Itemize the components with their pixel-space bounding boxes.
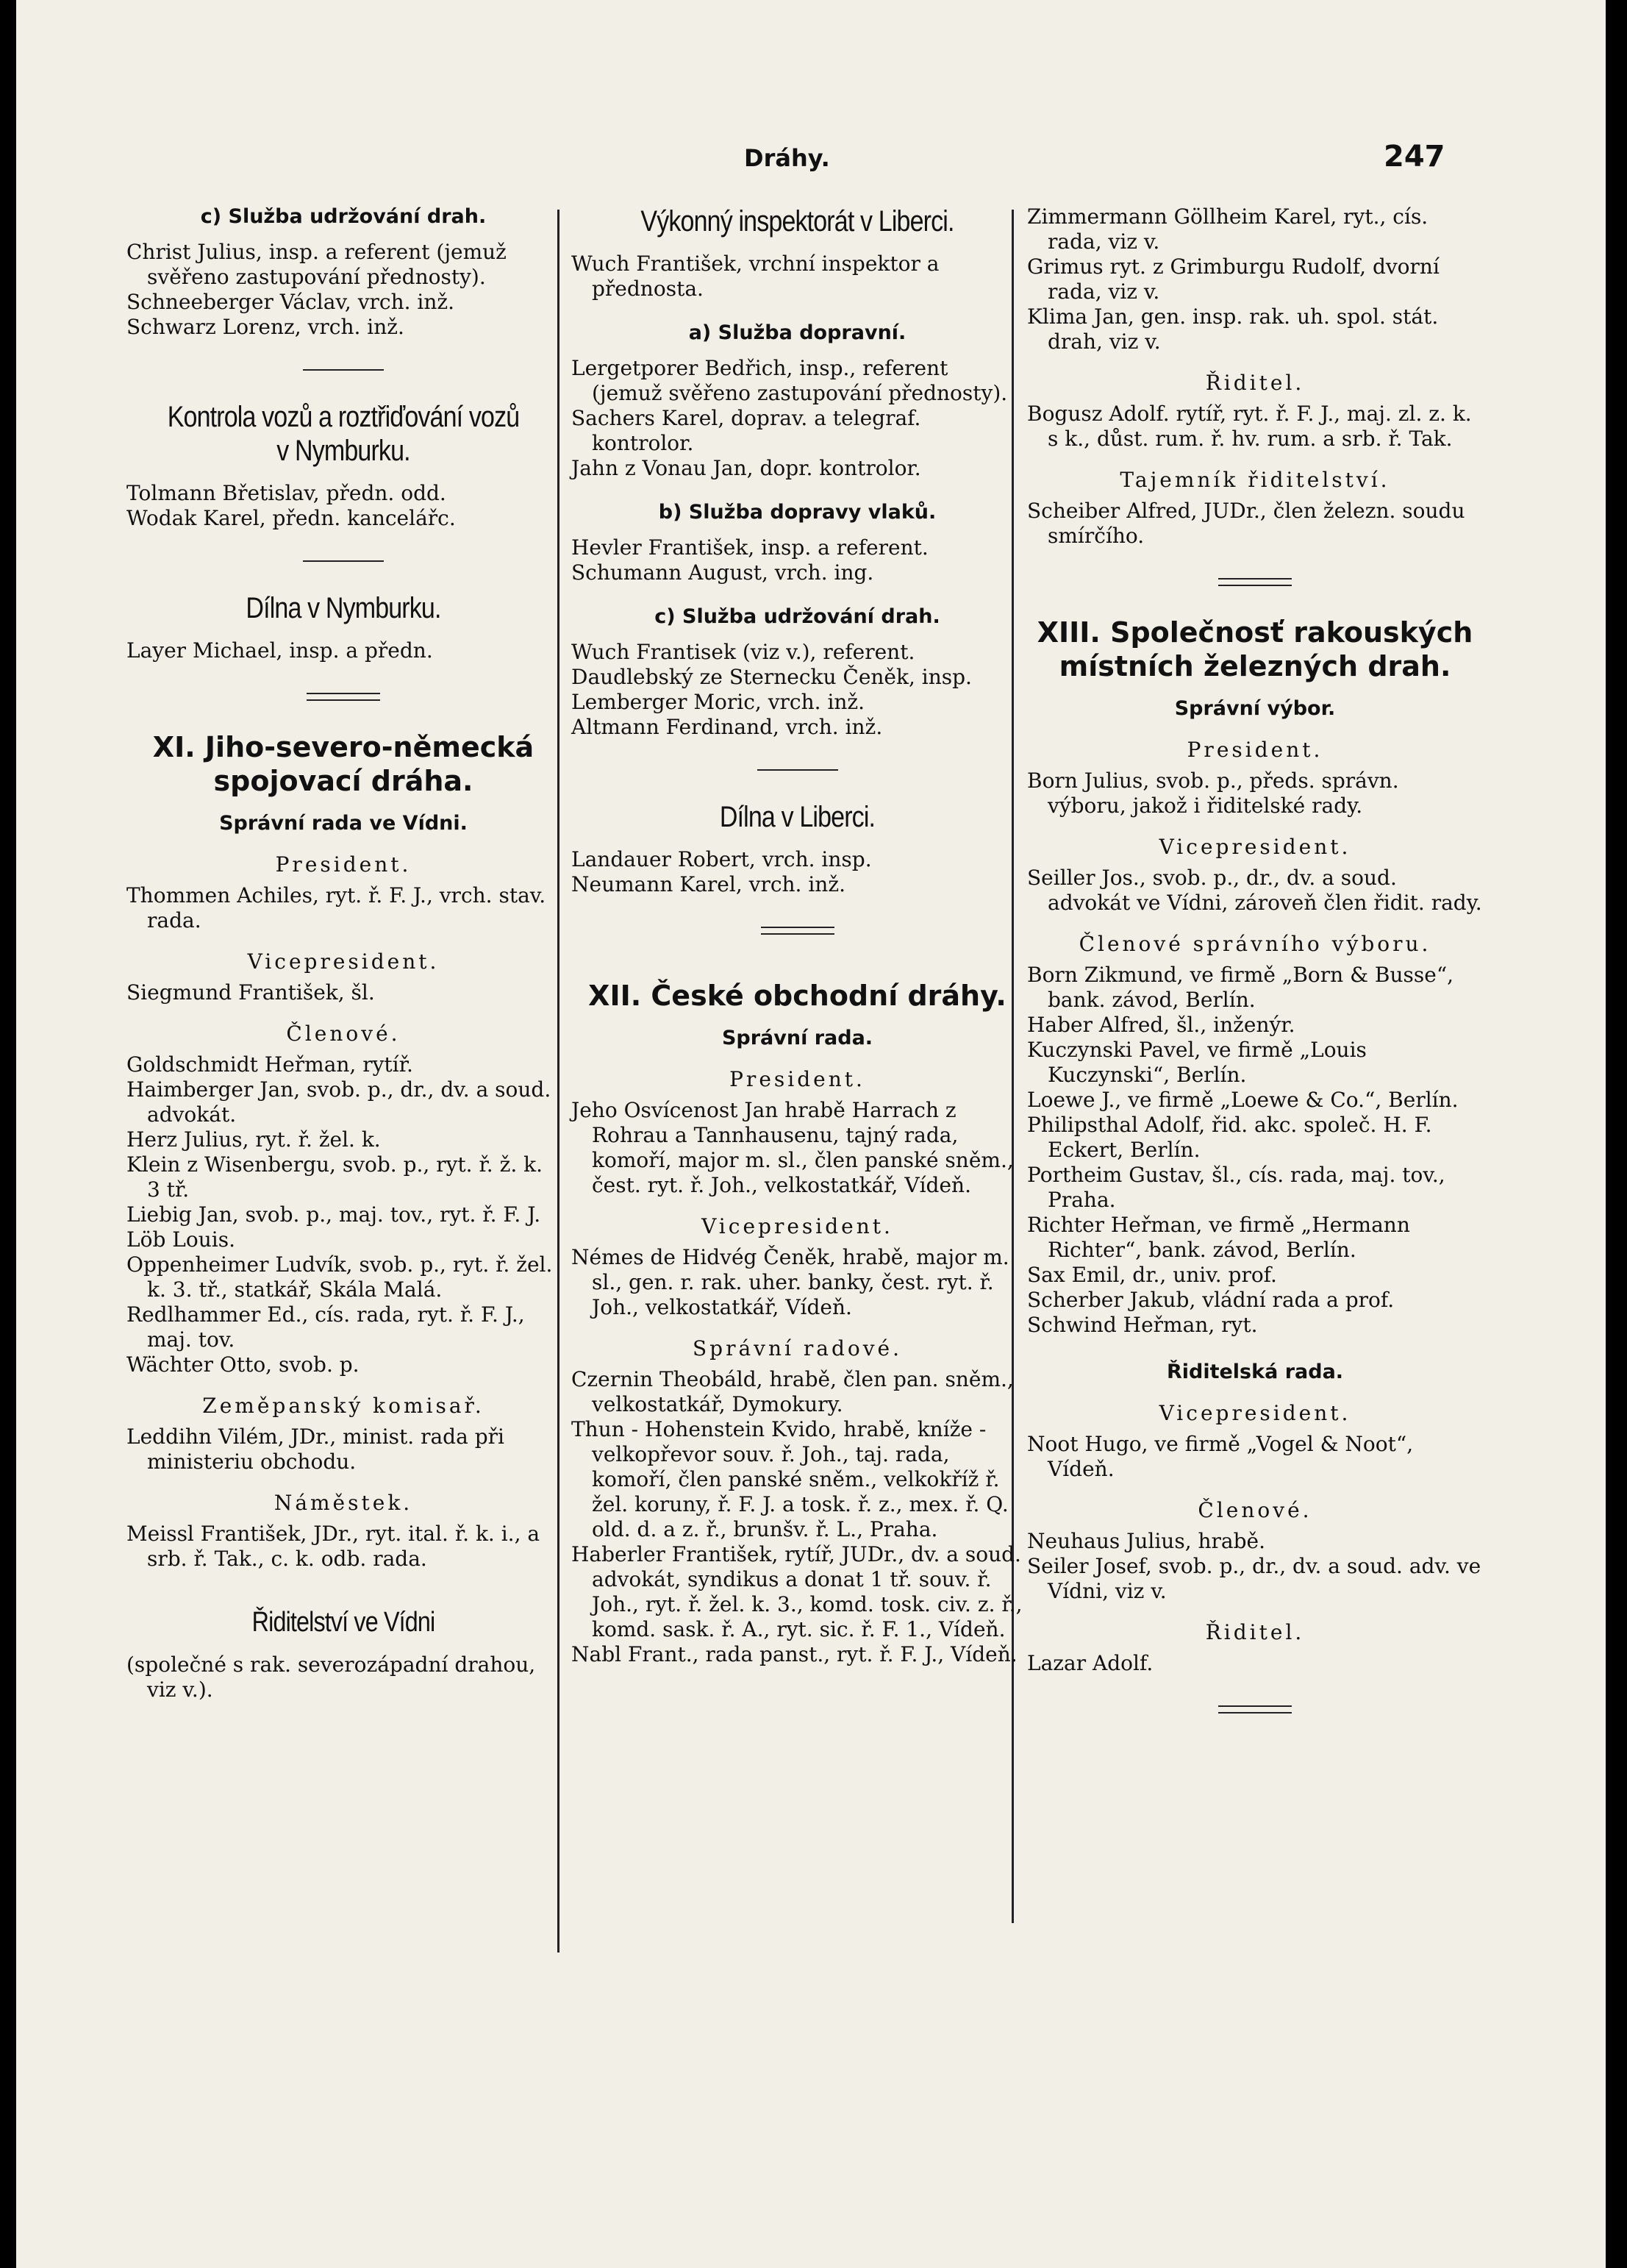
directory-entry: Zimmermann Göllheim Karel, ryt., cís. rada, viz v. <box>1027 204 1428 254</box>
directory-entry: Kuczynski Pavel, ve firmě „Louis Kuczynski“, Berlín. <box>1027 1038 1367 1087</box>
entry-list <box>126 1522 560 1572</box>
directory-entry: Noot Hugo, ve firmě „Vogel & Noot“, Vídeň. <box>1027 1432 1414 1481</box>
entry-list <box>126 883 560 933</box>
directory-entry: Richter Heřman, ve firmě „Hermann Richter“, bank. závod, Berlín. <box>1027 1213 1410 1262</box>
role-heading: Tajemník řiditelství. <box>1120 468 1390 492</box>
directory-entry: Oppenheimer Ludvík, svob. p., ryt. ř. žel. k. 3. tř., statkář, Skála Malá. <box>126 1252 553 1302</box>
entry-list <box>571 252 1023 302</box>
directory-entry: Sax Emil, dr., univ. prof. <box>1027 1263 1277 1287</box>
directory-entry: Meissl František, JDr., ryt. ital. ř. k. i., a srb. ř. Tak., c. k. odb. rada. <box>126 1522 540 1571</box>
directory-entry: Jahn z Vonau Jan, dopr. kontrolor. <box>571 456 921 480</box>
directory-entry: Neumann Karel, vrch. inž. <box>571 872 845 896</box>
subsection-heading: c) Služba udržování drah. <box>654 605 940 628</box>
section-title: Výkonný inspektorát v Liberci. <box>640 205 954 238</box>
chapter-title: XIII. Společnosť rakouských místních železných drah. <box>1037 616 1473 682</box>
entry-list <box>126 1424 560 1474</box>
directory-entry: Klein z Wisenbergu, svob. p., ryt. ř. ž. k. 3 tř. <box>126 1152 543 1202</box>
directory-entry: Lazar Adolf. <box>1027 1651 1154 1675</box>
directory-entry: (společné s rak. severozápadní drahou, viz v.). <box>126 1652 536 1702</box>
entry-list <box>126 481 560 531</box>
directory-entry: Seiller Jos., svob. p., dr., dv. a soud. advokát ve Vídni, zároveň člen řidit. rady. <box>1027 866 1482 915</box>
role-heading: Řiditel. <box>1205 1620 1305 1644</box>
directory-entry: Haimberger Jan, svob. p., dr., dv. a soud. advokát. <box>126 1077 551 1127</box>
entry-list <box>1027 866 1483 916</box>
subsection-heading: c) Služba udržování drah. <box>200 205 487 228</box>
directory-entry: Bogusz Adolf. rytíř, ryt. ř. F. J., maj. zl. z. k. s k., důst. rum. ř. hv. rum. a srb. ř. Tak. <box>1027 402 1472 451</box>
entry-list <box>1027 1529 1483 1604</box>
directory-entry: Wuch Frantisek (viz v.), referent. <box>571 640 915 664</box>
entry-list <box>1027 499 1483 549</box>
double-separator-rule <box>761 927 834 935</box>
directory-entry: Némes de Hidvég Čeněk, hrabě, major m. sl., gen. r. rak. uher. banky, čest. ryt. ř. Joh., velkostatkář, Vídeň. <box>571 1245 1009 1319</box>
chapter-title: XII. České obchodní dráhy. <box>588 980 1006 1012</box>
directory-entry: Grimus ryt. z Grimburgu Rudolf, dvorní rada, viz v. <box>1027 254 1440 304</box>
directory-entry: Redlhammer Ed., cís. rada, ryt. ř. F. J., maj. tov. <box>126 1302 525 1352</box>
directory-entry: Neuhaus Julius, hrabě. <box>1027 1529 1266 1553</box>
subsection-heading: Správní rada ve Vídni. <box>219 812 468 835</box>
section-title: Řiditelství ve Vídni <box>251 1607 435 1638</box>
subsection-heading: Správní rada. <box>721 1027 873 1049</box>
entry-list <box>1027 963 1483 1338</box>
section-title: Kontrola vozů a roztřiďování vozů v Nymburku. <box>167 401 520 467</box>
directory-entry: Schwind Heřman, ryt. <box>1027 1313 1258 1337</box>
directory-entry: Thommen Achiles, ryt. ř. F. J., vrch. stav. rada. <box>126 883 546 932</box>
directory-entry: Siegmund František, šl. <box>126 980 375 1005</box>
directory-entry: Wuch František, vrchní inspektor a přednosta. <box>571 252 940 301</box>
double-separator-rule <box>1218 578 1292 586</box>
page-number: 247 <box>1384 140 1445 174</box>
role-heading: President. <box>729 1067 865 1091</box>
directory-entry: Loewe J., ve firmě „Loewe & Co.“, Berlín. <box>1027 1088 1459 1112</box>
entry-list <box>571 1367 1023 1667</box>
entry-list <box>1027 402 1483 452</box>
section-title: Dílna v Liberci. <box>719 801 876 833</box>
directory-entry: Schumann August, vrch. ing. <box>571 560 874 585</box>
running-header-title: Dráhy. <box>744 144 830 172</box>
directory-entry: Herz Julius, ryt. ř. žel. k. <box>126 1127 381 1152</box>
directory-entry: Layer Michael, insp. a předn. <box>126 638 433 663</box>
directory-entry: Daudlebský ze Sternecku Čeněk, insp. <box>571 665 972 689</box>
subsection-heading: Řiditelská rada. <box>1166 1361 1344 1383</box>
directory-entry: Sachers Karel, doprav. a telegraf. kontrolor. <box>571 406 921 455</box>
role-heading: President. <box>275 852 412 877</box>
directory-entry: Leddihn Vilém, JDr., minist. rada při ministeriu obchodu. <box>126 1424 504 1474</box>
role-heading: Vicepresident. <box>1159 835 1351 859</box>
role-heading: Zeměpanský komisař. <box>202 1394 484 1418</box>
double-separator-rule <box>307 693 380 701</box>
directory-entry: Landauer Robert, vrch. insp. <box>571 847 872 871</box>
directory-entry: Thun - Hohenstein Kvido, hrabě, kníže - velkopřevor souv. ř. Joh., taj. rada, komoří, člen panské sněm., velkokříž ř. žel. koruny, ř. F. J. a tosk. ř. z., mex. ř. Q. old. d. a z. ř., brunšv. ř. L., Praha. <box>571 1417 1009 1541</box>
role-heading: President. <box>1187 738 1323 762</box>
directory-entry: Christ Julius, insp. a referent (jemuž svěřeno zastupování přednosty). <box>126 240 507 289</box>
directory-entry: Tolmann Břetislav, předn. odd. <box>126 481 446 505</box>
entry-list <box>126 240 560 340</box>
entry-list <box>571 640 1023 740</box>
separator-rule <box>757 769 838 771</box>
role-heading: Vicepresident. <box>701 1214 893 1238</box>
subsection-heading: b) Služba dopravy vlaků. <box>658 501 937 524</box>
directory-entry: Scherber Jakub, vládní rada a prof. <box>1027 1288 1395 1312</box>
directory-entry: Löb Louis. <box>126 1227 235 1252</box>
page <box>16 0 1606 2268</box>
directory-entry: Altmann Ferdinand, vrch. inž. <box>571 715 883 739</box>
entry-list <box>126 1052 560 1377</box>
directory-entry: Lemberger Moric, vrch. inž. <box>571 690 865 714</box>
entry-list <box>1027 1651 1483 1676</box>
directory-entry: Goldschmidt Heřman, rytíř. <box>126 1052 413 1077</box>
role-heading: Správní radové. <box>692 1336 903 1361</box>
role-heading: Členové. <box>286 1021 401 1046</box>
double-separator-rule <box>1218 1705 1292 1714</box>
entry-list <box>1027 204 1483 354</box>
directory-entry: Scheiber Alfred, JUDr., člen železn. soudu smírčího. <box>1027 499 1465 548</box>
directory-entry: Jeho Osvícenost Jan hrabě Harrach z Rohrau a Tannhausenu, tajný rada, komoří, major m. sl., člen panské sněm., čest. ryt. ř. Joh., velkostatkář, Vídeň. <box>571 1098 1014 1197</box>
column-right <box>1027 204 1483 1743</box>
directory-entry: Liebig Jan, svob. p., maj. tov., ryt. ř. F. J. <box>126 1202 541 1227</box>
directory-entry: Haber Alfred, šl., inženýr. <box>1027 1013 1295 1037</box>
role-heading: Členové správního výboru. <box>1079 932 1431 956</box>
directory-entry: Haberler František, rytíř, JUDr., dv. a soud. advokát, syndikus a donat 1 tř. souv. ř. Joh., ryt. ř. žel. k. 3., komd. tosk. civ. z. ř., komd. sask. ř. A., ryt. sic. ř. F. 1., Vídeň. <box>571 1542 1023 1641</box>
entry-list <box>126 980 560 1005</box>
directory-entry: Wodak Karel, předn. kancelářc. <box>126 506 456 530</box>
entry-list <box>571 847 1023 897</box>
role-heading: Členové. <box>1198 1498 1312 1522</box>
section-title: Dílna v Nymburku. <box>246 592 441 624</box>
entry-list <box>571 1098 1023 1198</box>
role-heading: Vicepresident. <box>247 949 440 974</box>
directory-entry: Born Zikmund, ve firmě „Born & Busse“, bank. závod, Berlín. <box>1027 963 1454 1012</box>
entry-list <box>1027 1432 1483 1482</box>
chapter-title: XI. Jiho-severo-německá spojovací dráha. <box>152 731 534 797</box>
directory-entry: Hevler František, insp. a referent. <box>571 535 929 560</box>
directory-entry: Schwarz Lorenz, vrch. inž. <box>126 315 404 339</box>
subsection-heading: Správní výbor. <box>1174 697 1336 720</box>
directory-entry: Lergetporer Bedřich, insp., referent (jemuž svěřeno zastupování přednosty). <box>571 356 1008 405</box>
role-heading: Vicepresident. <box>1159 1401 1351 1425</box>
directory-entry: Schneeberger Václav, vrch. inž. <box>126 290 455 314</box>
directory-entry: Nabl Frant., rada panst., ryt. ř. F. J., Vídeň. <box>571 1642 1018 1666</box>
separator-rule <box>303 560 384 562</box>
column-middle <box>571 204 1023 1667</box>
role-heading: Řiditel. <box>1205 371 1305 395</box>
role-heading: Náměstek. <box>273 1491 413 1515</box>
directory-entry: Klima Jan, gen. insp. rak. uh. spol. stát. drah, viz v. <box>1027 304 1439 354</box>
subsection-heading: a) Služba dopravní. <box>688 321 907 344</box>
directory-entry: Czernin Theobáld, hrabě, člen pan. sněm., velkostatkář, Dymokury. <box>571 1367 1014 1416</box>
entry-list <box>571 535 1023 585</box>
separator-rule <box>303 369 384 371</box>
directory-entry: Seiler Josef, svob. p., dr., dv. a soud. adv. ve Vídni, viz v. <box>1027 1554 1481 1603</box>
entry-list <box>126 1652 560 1702</box>
entry-list <box>1027 769 1483 819</box>
directory-entry: Portheim Gustav, šl., cís. rada, maj. tov., Praha. <box>1027 1163 1445 1212</box>
entry-list <box>571 356 1023 481</box>
entry-list <box>126 638 560 663</box>
directory-entry: Philipsthal Adolf, řid. akc. společ. H. F. Eckert, Berlín. <box>1027 1113 1432 1162</box>
entry-list <box>571 1245 1023 1320</box>
directory-entry: Wächter Otto, svob. p. <box>126 1352 360 1377</box>
column-left <box>126 204 560 1702</box>
directory-entry: Born Julius, svob. p., předs. správn. výboru, jakož i řiditelské rady. <box>1027 769 1399 818</box>
